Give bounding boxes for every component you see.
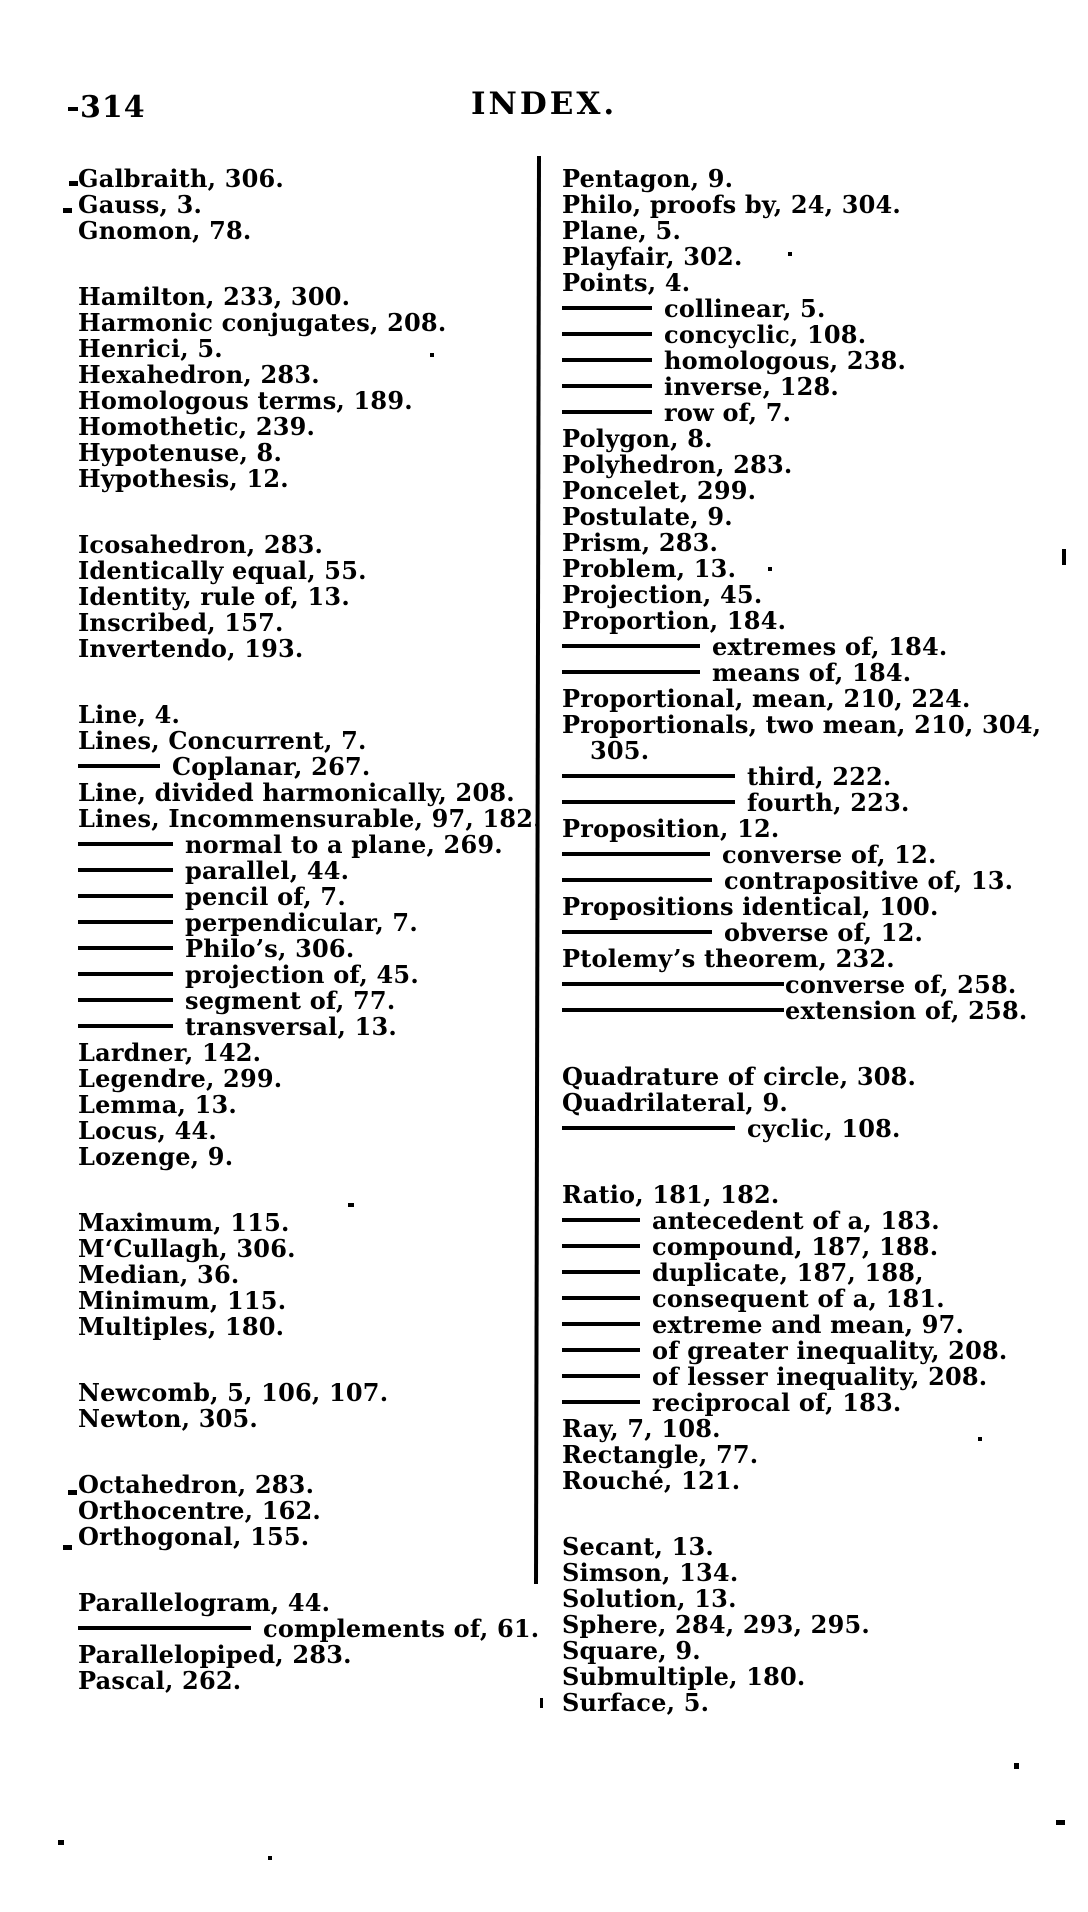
index-entry-text: Hypotenuse, 8.	[78, 438, 283, 467]
index-entry-text: Line, 4.	[78, 700, 181, 729]
index-group	[78, 700, 542, 1171]
index-group	[78, 1380, 534, 1432]
index-entry-text: Rouché, 121.	[562, 1466, 741, 1495]
ditto-leader-dash	[78, 998, 173, 1002]
ditto-leader-dash	[78, 1024, 173, 1028]
index-entry	[562, 1338, 1076, 1364]
index-entry	[562, 686, 1076, 712]
index-group	[78, 1210, 534, 1340]
index-entry-text: 305.	[590, 736, 650, 765]
ditto-leader-dash	[562, 1244, 640, 1248]
ditto-leader-dash	[562, 644, 700, 648]
index-entry	[562, 998, 1076, 1024]
index-entry	[562, 1612, 1076, 1638]
index-entry-text: Postulate, 9.	[562, 502, 733, 531]
index-entry-text: Poncelet, 299.	[562, 476, 757, 505]
index-entry	[78, 558, 534, 584]
index-entry-text: Lemma, 13.	[78, 1090, 237, 1119]
index-entry-text: Legendre, 299.	[78, 1064, 283, 1093]
index-entry	[562, 1416, 1076, 1442]
ditto-leader-dash	[78, 946, 173, 950]
index-entry-text: parallel, 44.	[185, 856, 350, 885]
index-entry	[78, 1040, 534, 1066]
index-entry-text: Hexahedron, 283.	[78, 360, 320, 389]
index-entry-text: pencil of, 7.	[185, 882, 346, 911]
ditto-leader-dash	[562, 774, 735, 778]
ditto-leader-dash	[78, 972, 173, 976]
index-entry-text: Polyhedron, 283.	[562, 450, 793, 479]
ditto-leader-dash	[78, 764, 160, 768]
index-entry	[78, 1614, 540, 1643]
index-entry-text: Invertendo, 193.	[78, 634, 304, 663]
index-entry	[78, 218, 534, 244]
index-entry	[562, 1286, 1076, 1312]
index-entry-text: Points, 4.	[562, 268, 691, 297]
index-entry	[78, 1288, 534, 1314]
index-entry	[562, 1560, 1076, 1586]
index-entry-text: Solution, 13.	[562, 1584, 737, 1613]
index-entry	[562, 504, 1076, 530]
index-entry	[78, 1472, 534, 1498]
index-entry	[562, 166, 1076, 192]
index-entry-text: Sphere, 284, 293, 295.	[562, 1610, 870, 1639]
index-entry	[78, 1144, 534, 1170]
index-entry-text: Projection, 45.	[562, 580, 763, 609]
scan-speck	[788, 252, 792, 256]
index-entry-text: normal to a plane, 269.	[185, 830, 503, 859]
index-entry	[78, 532, 534, 558]
index-entry	[562, 1364, 1076, 1390]
index-entry	[78, 1262, 534, 1288]
ditto-leader-dash	[562, 982, 784, 986]
ditto-leader-dash	[562, 1400, 640, 1404]
ditto-leader-dash	[562, 1008, 784, 1012]
ditto-leader-dash	[78, 894, 173, 898]
index-entry-text: Polygon, 8.	[562, 424, 713, 453]
ditto-leader-dash	[562, 410, 652, 414]
index-entry	[562, 634, 1076, 660]
scan-speck	[540, 1698, 543, 1708]
index-entry	[78, 440, 534, 466]
index-group	[562, 1534, 1076, 1716]
index-entry-text: Gnomon, 78.	[78, 216, 252, 245]
ditto-leader-dash	[562, 930, 712, 934]
index-entry	[78, 1668, 534, 1694]
index-entry-text: homologous, 238.	[664, 346, 907, 375]
index-entry	[78, 388, 534, 414]
index-entry-text: Galbraith, 306.	[78, 164, 284, 193]
ditto-leader-dash	[78, 920, 173, 924]
index-entry-text: collinear, 5.	[664, 294, 826, 323]
index-entry-text: Submultiple, 180.	[562, 1662, 806, 1691]
scan-speck	[1056, 1820, 1065, 1825]
index-entry	[78, 962, 534, 988]
ditto-leader-dash	[562, 1296, 640, 1300]
index-entry	[78, 610, 534, 636]
ditto-leader-dash	[562, 1218, 640, 1222]
index-entry-text: Pascal, 262.	[78, 1666, 242, 1695]
index-entry	[562, 790, 1076, 816]
index-entry	[78, 336, 534, 362]
ditto-leader-dash	[562, 1270, 640, 1274]
index-entry-text: Rectangle, 77.	[562, 1440, 759, 1469]
index-entry	[78, 1642, 534, 1668]
index-group	[78, 166, 534, 244]
index-entry	[562, 322, 1076, 348]
index-entry	[562, 478, 1076, 504]
index-entry	[562, 1208, 1076, 1234]
index-entry-text: Orthogonal, 155.	[78, 1522, 310, 1551]
index-entry	[562, 660, 1076, 686]
index-entry	[78, 728, 534, 754]
ditto-leader-dash	[562, 800, 735, 804]
index-entry-text: Identity, rule of, 13.	[78, 582, 350, 611]
index-entry-text: Identically equal, 55.	[78, 556, 367, 585]
index-entry-text: Square, 9.	[562, 1636, 701, 1665]
index-entry-text: Median, 36.	[78, 1260, 240, 1289]
index-entry	[78, 754, 534, 780]
index-entry	[78, 884, 534, 910]
index-entry-text: Maximum, 115.	[78, 1208, 290, 1237]
scan-speck	[430, 353, 434, 357]
index-entry	[78, 1524, 534, 1550]
index-entry-text: Parallelopiped, 283.	[78, 1640, 352, 1669]
index-entry-text: Lozenge, 9.	[78, 1142, 234, 1171]
index-entry-text: means of, 184.	[712, 658, 912, 687]
index-entry-text: transversal, 13.	[185, 1012, 397, 1041]
index-group	[562, 1182, 1076, 1494]
index-entry-text: fourth, 223.	[747, 788, 910, 817]
index-entry	[562, 946, 1076, 972]
index-entry-text: converse of, 258.	[785, 970, 1017, 999]
index-entry-text: Simson, 134.	[562, 1558, 739, 1587]
index-entry	[562, 1468, 1076, 1494]
index-entry-text: Prism, 283.	[562, 528, 719, 557]
scan-speck	[268, 1856, 272, 1860]
index-entry-text: Propositions identical, 100.	[562, 892, 939, 921]
index-entry-text: Newton, 305.	[78, 1404, 258, 1433]
index-entry	[562, 816, 1076, 842]
index-entry-text: row of, 7.	[664, 398, 792, 427]
ditto-leader-dash	[562, 332, 652, 336]
scan-speck	[1014, 1763, 1019, 1769]
index-entry	[562, 1116, 1076, 1142]
index-entry	[78, 284, 534, 310]
scan-speck	[1062, 549, 1066, 565]
column-divider-rule	[534, 156, 541, 1584]
scan-speck	[978, 1437, 982, 1441]
index-entry	[562, 374, 1076, 400]
index-entry-text: Gauss, 3.	[78, 190, 203, 219]
index-entry-text: Proportional, mean, 210, 224.	[562, 684, 971, 713]
index-entry-text: Harmonic conjugates, 208.	[78, 308, 447, 337]
page-title: INDEX.	[471, 86, 618, 122]
index-entry	[562, 894, 1076, 920]
index-entry	[562, 244, 1076, 270]
index-entry	[78, 584, 534, 610]
index-entry	[78, 414, 534, 440]
scan-speck	[68, 107, 78, 111]
index-entry	[562, 1182, 1076, 1208]
index-entry	[562, 1234, 1076, 1260]
index-entry-text: Proposition, 12.	[562, 814, 780, 843]
index-entry	[78, 1236, 534, 1262]
index-entry	[562, 712, 1076, 738]
index-entry	[78, 636, 534, 662]
index-entry-text: Quadrilateral, 9.	[562, 1088, 788, 1117]
index-entry	[78, 1014, 534, 1040]
index-entry-text: Henrici, 5.	[78, 334, 223, 363]
scan-speck	[63, 208, 72, 213]
ditto-leader-dash	[562, 670, 700, 674]
index-entry	[562, 972, 1076, 998]
index-entry	[562, 842, 1076, 868]
index-entry-text: M‘Cullagh, 306.	[78, 1234, 296, 1263]
index-entry	[78, 362, 534, 388]
index-entry	[78, 910, 534, 936]
index-entry	[562, 1390, 1076, 1416]
index-entry	[562, 582, 1076, 608]
ditto-leader-dash	[562, 1126, 735, 1130]
index-entry-text: extreme and mean, 97.	[652, 1310, 965, 1339]
index-entry	[78, 1380, 534, 1406]
ditto-leader-dash	[562, 384, 652, 388]
index-entry	[562, 1442, 1076, 1468]
index-entry-text: Lardner, 142.	[78, 1038, 262, 1067]
index-entry	[562, 270, 1076, 296]
index-entry	[562, 400, 1076, 426]
ditto-leader-dash	[78, 842, 173, 846]
index-entry	[78, 1590, 534, 1616]
index-entry-text: Line, divided harmonically, 208.	[78, 778, 515, 807]
index-entry	[562, 348, 1076, 374]
index-entry	[562, 530, 1076, 556]
index-entry	[78, 988, 534, 1014]
index-entry	[78, 1498, 534, 1524]
index-entry-text: concyclic, 108.	[664, 320, 867, 349]
index-entry-text: of greater inequality, 208.	[652, 1336, 1008, 1365]
index-entry-text: compound, 187, 188.	[652, 1232, 939, 1261]
index-entry	[78, 780, 534, 806]
index-entry	[562, 764, 1076, 790]
index-entry-text: projection of, 45.	[185, 960, 419, 989]
index-entry-text: Ptolemy’s theorem, 232.	[562, 944, 895, 973]
index-entry-text: Minimum, 115.	[78, 1286, 287, 1315]
index-entry	[562, 296, 1076, 322]
index-entry	[78, 1092, 534, 1118]
index-entry	[562, 920, 1076, 946]
ditto-leader-dash	[562, 358, 652, 362]
index-entry-text: antecedent of a, 183.	[652, 1206, 940, 1235]
index-entry-text: Homothetic, 239.	[78, 412, 316, 441]
index-entry	[78, 310, 534, 336]
index-entry	[78, 1066, 534, 1092]
index-entry-text: Homologous terms, 189.	[78, 386, 413, 415]
scan-speck	[68, 1490, 77, 1495]
scan-speck	[58, 1840, 64, 1845]
index-entry-text: Quadrature of circle, 308.	[562, 1062, 917, 1091]
index-entry-text: extension of, 258.	[785, 996, 1028, 1025]
ditto-leader-dash	[562, 1374, 640, 1378]
ditto-leader-dash	[78, 868, 173, 872]
index-entry	[78, 166, 534, 192]
column-right	[562, 166, 1076, 1716]
index-entry-text: Multiples, 180.	[78, 1312, 285, 1341]
index-entry-text: Problem, 13.	[562, 554, 737, 583]
index-entry-text: Ratio, 181, 182.	[562, 1180, 780, 1209]
index-entry-text: Orthocentre, 162.	[78, 1496, 321, 1525]
index-entry-text: Hypothesis, 12.	[78, 464, 289, 493]
index-group	[562, 166, 1076, 1024]
index-entry-text: Parallelogram, 44.	[78, 1588, 331, 1617]
index-entry-text: Philo’s, 306.	[185, 934, 355, 963]
scan-speck	[768, 567, 772, 571]
ditto-leader-dash	[562, 852, 710, 856]
index-entry-text: Icosahedron, 283.	[78, 530, 324, 559]
ditto-leader-dash	[562, 878, 712, 882]
index-entry	[562, 1638, 1076, 1664]
index-entry	[78, 832, 534, 858]
index-entry	[562, 1312, 1076, 1338]
ditto-leader-dash	[562, 1348, 640, 1352]
index-entry	[78, 936, 534, 962]
index-group	[78, 284, 534, 492]
index-entry-text: obverse of, 12.	[724, 918, 924, 947]
index-entry-text: Plane, 5.	[562, 216, 681, 245]
index-entry	[562, 1586, 1076, 1612]
scan-speck	[348, 1203, 354, 1207]
index-entry	[78, 702, 534, 728]
index-entry	[562, 1260, 1076, 1286]
index-entry-text: complements of, 61.	[263, 1614, 540, 1643]
index-entry	[562, 1534, 1076, 1560]
index-group	[78, 532, 534, 662]
index-entry	[78, 1406, 534, 1432]
index-entry-text: Proportion, 184.	[562, 606, 787, 635]
index-entry	[562, 452, 1076, 478]
index-entry-text: Octahedron, 283.	[78, 1470, 315, 1499]
ditto-leader-dash	[562, 1322, 640, 1326]
index-entry-text: reciprocal of, 183.	[652, 1388, 902, 1417]
index-entry-text: converse of, 12.	[722, 840, 937, 869]
index-entry	[562, 1664, 1076, 1690]
index-entry-text: perpendicular, 7.	[185, 908, 418, 937]
index-entry	[78, 804, 542, 833]
index-entry-text: Philo, proofs by, 24, 304.	[562, 190, 901, 219]
page-number: 314	[80, 90, 146, 125]
ditto-leader-dash	[78, 1626, 251, 1630]
index-entry-text: Secant, 13.	[562, 1532, 714, 1561]
index-group	[562, 1064, 1076, 1142]
index-entry-text: Inscribed, 157.	[78, 608, 284, 637]
index-entry-text: segment of, 77.	[185, 986, 396, 1015]
index-entry-text: Lines, Concurrent, 7.	[78, 726, 367, 755]
index-group	[78, 1588, 540, 1695]
index-entry	[78, 1118, 534, 1144]
index-entry-text: of lesser inequality, 208.	[652, 1362, 988, 1391]
index-entry-text: Surface, 5.	[562, 1688, 710, 1717]
index-entry-text: duplicate, 187, 188,	[652, 1258, 924, 1287]
index-entry-text: extremes of, 184.	[712, 632, 948, 661]
scan-speck	[69, 181, 78, 186]
index-entry-text: Newcomb, 5, 106, 107.	[78, 1378, 389, 1407]
index-entry	[562, 426, 1076, 452]
index-entry-text: Coplanar, 267.	[172, 752, 371, 781]
ditto-leader-dash	[562, 306, 652, 310]
index-entry-text: Pentagon, 9.	[562, 164, 734, 193]
index-entry	[562, 1090, 1076, 1116]
index-entry	[562, 608, 1076, 634]
index-entry-text: consequent of a, 181.	[652, 1284, 945, 1313]
index-entry	[562, 192, 1076, 218]
scan-speck	[63, 1545, 72, 1550]
column-left	[78, 164, 542, 1695]
index-entry-text: contrapositive of, 13.	[724, 866, 1014, 895]
index-entry	[78, 466, 534, 492]
index-entry-text: cyclic, 108.	[747, 1114, 901, 1143]
index-entry	[562, 1690, 1076, 1716]
index-entry	[78, 858, 534, 884]
index-entry	[78, 192, 534, 218]
index-entry-text: Lines, Incommensurable, 97, 182.	[78, 804, 542, 833]
index-entry-text: third, 222.	[747, 762, 892, 791]
index-entry	[562, 556, 1076, 582]
index-entry	[562, 1064, 1076, 1090]
index-entry-text: Locus, 44.	[78, 1116, 217, 1145]
index-entry-text: Hamilton, 233, 300.	[78, 282, 351, 311]
index-entry-text: Ray, 7, 108.	[562, 1414, 721, 1443]
index-entry	[562, 738, 1076, 764]
index-group	[78, 1472, 534, 1550]
index-entry	[562, 868, 1076, 894]
index-entry-text: inverse, 128.	[664, 372, 839, 401]
index-entry	[78, 1314, 534, 1340]
index-entry	[562, 218, 1076, 244]
index-entry-text: Proportionals, two mean, 210, 304,	[562, 710, 1042, 739]
index-entry-text: Playfair, 302.	[562, 242, 743, 271]
index-entry	[78, 1210, 534, 1236]
